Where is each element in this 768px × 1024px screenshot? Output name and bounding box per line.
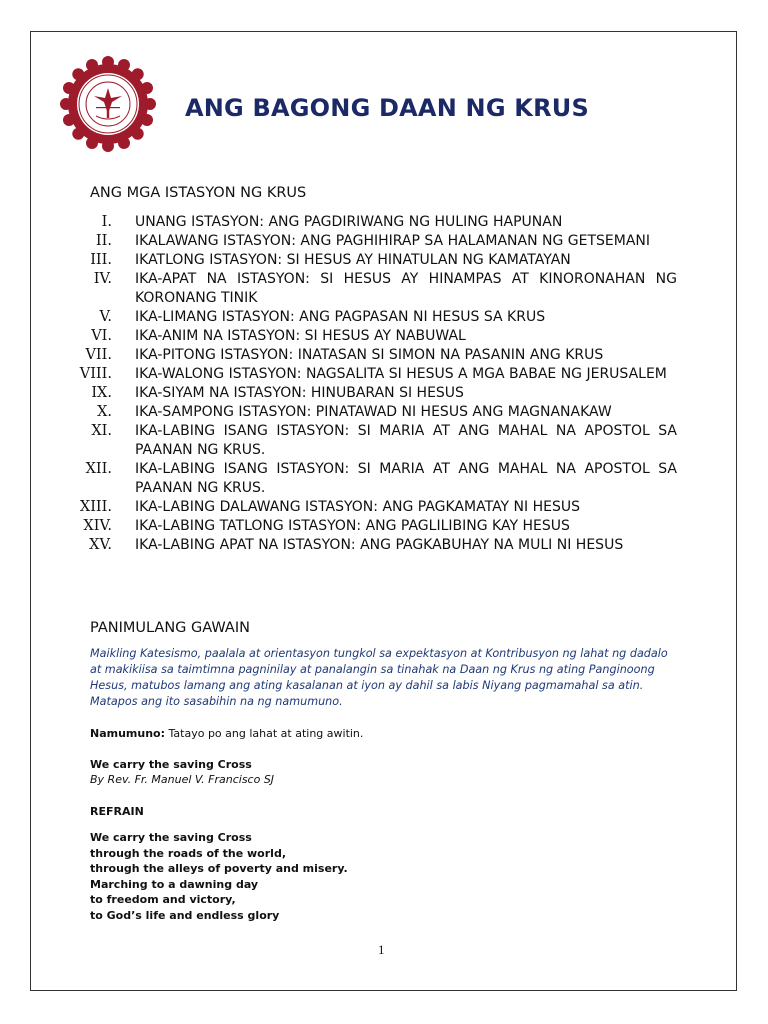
station-item: [70, 403, 677, 422]
station-item: [70, 346, 677, 365]
stations-heading: ANG MGA ISTASYON NG KRUS: [90, 185, 307, 201]
document-title: ANG BAGONG DAAN NG KRUS: [185, 94, 589, 122]
refrain-line: through the roads of the world,: [90, 846, 286, 860]
station-text: IKA-ANIM NA ISTASYON: SI HESUS AY NABUWAL: [135, 328, 466, 344]
leader-text: Tatayo po ang lahat at ating awitin.: [165, 727, 364, 740]
school-seal-logo: [60, 55, 156, 153]
station-number: XII.: [85, 461, 112, 477]
refrain-line: We carry the saving Cross: [90, 831, 252, 844]
station-text: IKA-LABING APAT NA ISTASYON: ANG PAGKABUHAY NA MULI NI HESUS: [135, 537, 624, 553]
station-item: [70, 365, 677, 384]
station-text: IKA-SAMPONG ISTASYON: PINATAWAD NI HESUS ANG MAGNANAKAW: [135, 404, 612, 420]
station-item: [70, 251, 677, 270]
station-item: [70, 308, 677, 327]
station-item: [70, 384, 677, 403]
station-number: II.: [95, 233, 112, 249]
refrain-line: to freedom and victory,: [90, 893, 236, 907]
intro-paragraph: Maikling Katesismo, paalala at orientasyon tungkol sa expektasyon at Kontribusyon ng lahat ng dadalo at makikiisa sa taimtimna pagninilay at panalangin sa tinahak na Daan ng Krus ng ating Panginoong Hesus, matubos lamang ang ating kasalanan at iyon ay dahil sa labis Niyang pagmamahal sa atin. Matapos ang ito sasabihin na ng namumuno.: [90, 647, 668, 708]
station-text: IKA-APAT NA ISTASYON: SI HESUS AY HINAMPAS AT KINORONAHAN NG KORONANG TINIK: [135, 271, 677, 306]
station-number: XIII.: [79, 499, 112, 515]
station-text: IKA-LABING ISANG ISTASYON: SI MARIA AT ANG MAHAL NA APOSTOL SA PAANAN NG KRUS.: [135, 423, 677, 458]
page-number: 1: [378, 942, 385, 957]
station-text: IKATLONG ISTASYON: SI HESUS AY HINATULAN NG KAMATAYAN: [135, 252, 571, 268]
song-author: By Rev. Fr. Manuel V. Francisco SJ: [90, 773, 275, 786]
station-number: X.: [97, 404, 112, 420]
station-number: XI.: [91, 423, 112, 439]
station-number: IV.: [93, 271, 112, 287]
station-number: I.: [101, 214, 112, 230]
station-item: [70, 422, 677, 460]
stations-list: [70, 213, 677, 555]
station-number: XV.: [89, 537, 112, 553]
station-text: IKA-LIMANG ISTASYON: ANG PAGPASAN NI HESUS SA KRUS: [135, 309, 546, 325]
station-text: IKA-PITONG ISTASYON: INATASAN SI SIMON NA PASANIN ANG KRUS: [135, 347, 604, 363]
refrain-line: Marching to a dawning day: [90, 877, 259, 891]
station-text: IKA-LABING ISANG ISTASYON: SI MARIA AT ANG MAHAL NA APOSTOL SA PAANAN NG KRUS.: [135, 461, 677, 496]
song-title: We carry the saving Cross: [90, 758, 252, 771]
station-item: [70, 270, 677, 308]
leader-line: [90, 726, 363, 742]
refrain-line: through the alleys of poverty and misery.: [90, 862, 348, 876]
station-text: UNANG ISTASYON: ANG PAGDIRIWANG NG HULING HAPUNAN: [135, 214, 563, 230]
station-text: IKA-SIYAM NA ISTASYON: HINUBARAN SI HESUS: [135, 385, 464, 401]
station-number: VII.: [85, 347, 112, 363]
station-item: [70, 460, 677, 498]
refrain-label: REFRAIN: [90, 805, 144, 818]
station-number: III.: [90, 252, 112, 268]
station-number: V.: [99, 309, 112, 325]
leader-label: Namumuno:: [90, 727, 166, 740]
station-number: XIV.: [83, 518, 112, 534]
opening-heading: PANIMULANG GAWAIN: [90, 620, 250, 636]
station-item: [70, 517, 677, 536]
station-item: [70, 327, 677, 346]
station-item: [70, 232, 677, 251]
station-text: IKA-LABING DALAWANG ISTASYON: ANG PAGKAMATAY NI HESUS: [135, 499, 581, 515]
station-number: VIII.: [79, 366, 112, 382]
station-text: IKA-LABING TATLONG ISTASYON: ANG PAGLILIBING KAY HESUS: [135, 518, 570, 534]
refrain-line: to God’s life and endless glory: [90, 908, 280, 922]
station-item: [70, 536, 677, 555]
refrain-text: [90, 830, 348, 924]
station-text: IKA-WALONG ISTASYON: NAGSALITA SI HESUS A MGA BABAE NG JERUSALEM: [135, 366, 667, 382]
station-number: VI.: [91, 328, 112, 344]
station-number: IX.: [91, 385, 112, 401]
station-item: [70, 213, 677, 232]
station-text: IKALAWANG ISTASYON: ANG PAGHIHIRAP SA HALAMANAN NG GETSEMANI: [135, 233, 651, 249]
station-item: [70, 498, 677, 517]
